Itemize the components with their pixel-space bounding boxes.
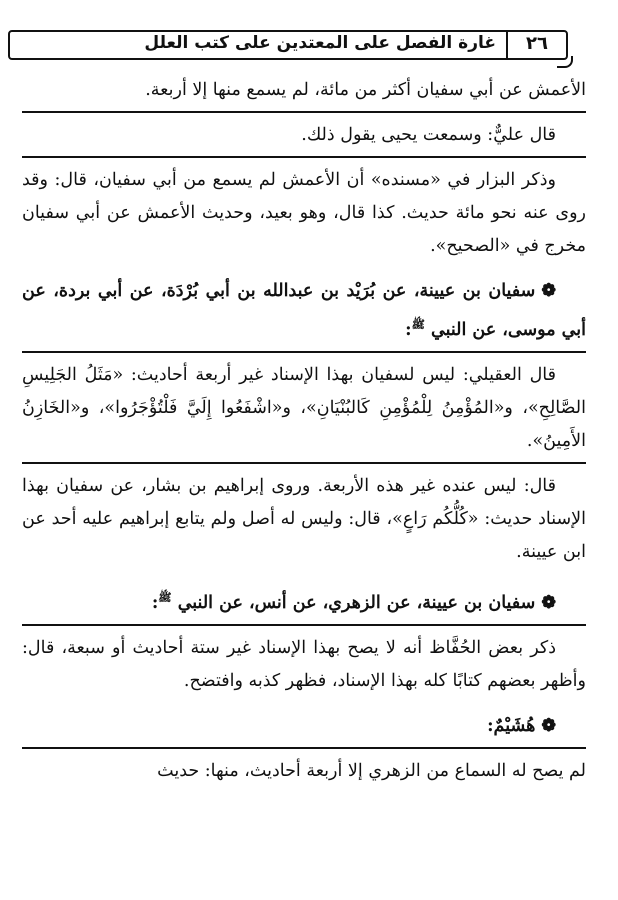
book-title: غارة الفصل على المعتدين على كتب العلل [144,33,496,53]
heading-text: سفيان بن عيينة، عن بُرَيْد بن عبدالله بن أبي بُرْدَة، عن أبي بردة، عن أبي موسى، عن النبي [22,281,586,340]
section-divider [22,351,586,353]
paragraph-5: قال: ليس عنده غير هذه الأربعة. وروى إبراهيم بن بشار، عن سفيان بهذا الإسناد حديث: «كُلُّكُم رَاعٍ»، قال: وليس له أصل ولم يتابع إبراهيم عليه أحد عن ابن عيينة. [22,475,586,562]
salawat-icon: ﷺ [411,318,425,331]
paragraph-3: وذكر البزار في «مسنده» أن الأعمش لم يسمع من أبي سفيان، قال: وقد روى عنه نحو مائة حديث. كذا قال، وهو بعيد، وحديث الأعمش عن أبي سفيان مخرج في «الصحيح». [22,170,586,256]
heading-text: سفيان بن عيينة، عن الزهري، عن أنس، عن النبي [177,592,536,613]
section-divider [22,111,586,113]
paragraph-1: الأعمش عن أبي سفيان أكثر من مائة، لم يسمع منها إلا أربعة. [145,80,586,100]
section-divider [22,747,586,749]
paragraph-2: قال عليٌّ: وسمعت يحيى يقول ذلك. [301,125,556,145]
page-body [22,74,586,788]
rosette-icon: ❁ [541,715,556,736]
heading-text: هُشَيْمٌ: [487,715,536,736]
narrator-heading-2: ❁سفيان بن عيينة، عن الزهري، عن أنس، عن النبي $^ﷺ$: [151,590,556,613]
salawat-icon: ﷺ [158,590,172,604]
rosette-icon: ❁ [541,281,556,301]
paragraph-7: لم يصح له السماع من الزهري إلا أربعة أحاديث، منها: حديث [157,760,586,781]
running-header [8,30,568,60]
section-divider [22,624,586,626]
narrator-heading-1: ❁سفيان بن عيينة، عن بُرَيْد بن عبدالله بن أبي بُرْدَة، عن أبي بردة، عن أبي موسى، عن النبي $^ﷺ$: [22,281,586,340]
section-divider [22,156,586,158]
narrator-heading-3 [22,710,586,743]
paragraph-4: قال العقيلي: ليس لسفيان بهذا الإسناد غير أربعة أحاديث: «مَثَلُ الجَلِيسِ الصَّالِحِ»، و«المُؤْمِنُ لِلْمُؤْمِنِ كَالبُنْيَانِ»، و«اشْفَعُوا إِلَيَّ فَلْتُؤْجَرُوا»، و«الخَازِنُ الأَمِينُ». [22,364,586,451]
paragraph-6: ذكر بعض الحُفَّاظ أنه لا يصح بهذا الإسناد غير ستة أحاديث أو سبعة، قال: وأظهر بعضهم كتابًا كله بهذا الإسناد، فظهر كذبه وافتضح. [22,637,586,691]
section-divider [22,462,586,464]
page-number: ٢٦ [506,30,566,60]
rosette-icon: ❁ [541,592,556,613]
